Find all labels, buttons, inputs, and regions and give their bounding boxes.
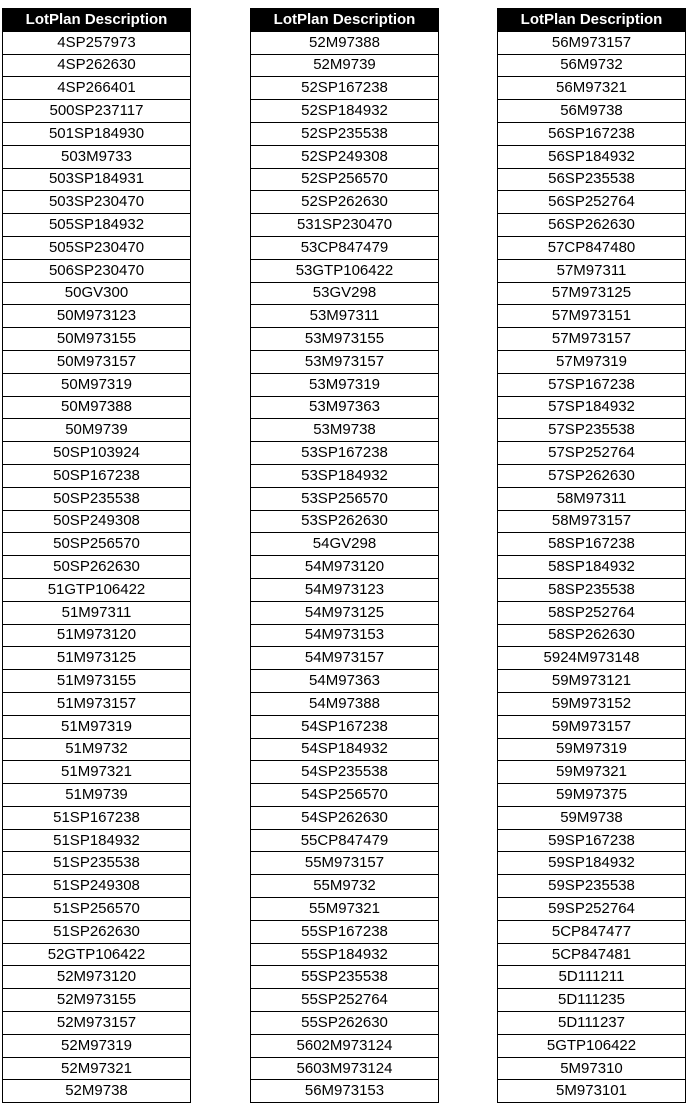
table-row bbox=[3, 487, 191, 510]
lotplan-cell: 53M973155 bbox=[251, 328, 439, 351]
lotplan-cell: 503SP230470 bbox=[3, 191, 191, 214]
table-row bbox=[3, 1080, 191, 1103]
table-row bbox=[498, 442, 686, 465]
table-row bbox=[498, 419, 686, 442]
lotplan-cell: 54M973123 bbox=[251, 578, 439, 601]
lotplan-cell: 5602M973124 bbox=[251, 1034, 439, 1057]
lotplan-cell: 505SP184932 bbox=[3, 214, 191, 237]
table-row bbox=[3, 1034, 191, 1057]
table-row bbox=[251, 989, 439, 1012]
table-row bbox=[251, 670, 439, 693]
lotplan-cell: 50M9739 bbox=[3, 419, 191, 442]
table-row bbox=[251, 556, 439, 579]
table-row bbox=[3, 829, 191, 852]
lotplan-cell: 52M97388 bbox=[251, 31, 439, 54]
lotplan-cell: 55SP262630 bbox=[251, 1012, 439, 1035]
lotplan-cell: 52GTP106422 bbox=[3, 943, 191, 966]
table-row bbox=[498, 829, 686, 852]
lotplan-cell: 54M973157 bbox=[251, 647, 439, 670]
lotplan-cell: 52SP262630 bbox=[251, 191, 439, 214]
lotplan-cell: 56M97321 bbox=[498, 77, 686, 100]
lotplan-cell: 51M97321 bbox=[3, 761, 191, 784]
table-row bbox=[251, 145, 439, 168]
table-row bbox=[498, 692, 686, 715]
table-row bbox=[251, 214, 439, 237]
lotplan-cell: 51M97311 bbox=[3, 601, 191, 624]
lotplan-cell: 52SP167238 bbox=[251, 77, 439, 100]
lotplan-cell: 503M9733 bbox=[3, 145, 191, 168]
table-row bbox=[251, 100, 439, 123]
lotplan-cell: 5603M973124 bbox=[251, 1057, 439, 1080]
table-row bbox=[498, 624, 686, 647]
table-row bbox=[3, 784, 191, 807]
table-row bbox=[498, 328, 686, 351]
lotplan-cell: 5CP847481 bbox=[498, 943, 686, 966]
lotplan-cell: 59M973121 bbox=[498, 670, 686, 693]
table-row bbox=[498, 852, 686, 875]
table-row bbox=[3, 1012, 191, 1035]
lotplan-cell: 50M97388 bbox=[3, 396, 191, 419]
lotplan-cell: 58M973157 bbox=[498, 510, 686, 533]
lotplan-cell: 51SP235538 bbox=[3, 852, 191, 875]
lotplan-cell: 56SP262630 bbox=[498, 214, 686, 237]
lotplan-cell: 51SP184932 bbox=[3, 829, 191, 852]
lotplan-cell: 55M973157 bbox=[251, 852, 439, 875]
lotplan-cell: 59M973157 bbox=[498, 715, 686, 738]
lotplan-cell: 59M97319 bbox=[498, 738, 686, 761]
table-row bbox=[498, 54, 686, 77]
lotplan-table-1 bbox=[2, 8, 191, 1103]
table-row bbox=[3, 1057, 191, 1080]
table-row bbox=[498, 556, 686, 579]
table-row bbox=[498, 738, 686, 761]
table-row bbox=[251, 328, 439, 351]
table-row bbox=[498, 100, 686, 123]
table-row bbox=[498, 305, 686, 328]
table-row bbox=[251, 168, 439, 191]
lotplan-cell: 50GV300 bbox=[3, 282, 191, 305]
table-row bbox=[498, 966, 686, 989]
table-row bbox=[498, 487, 686, 510]
table-row bbox=[498, 875, 686, 898]
table-row bbox=[251, 533, 439, 556]
table-row bbox=[498, 898, 686, 921]
table-row bbox=[251, 419, 439, 442]
table-row bbox=[498, 145, 686, 168]
lotplan-cell: 59SP252764 bbox=[498, 898, 686, 921]
table-row bbox=[251, 578, 439, 601]
lotplan-cell: 55SP235538 bbox=[251, 966, 439, 989]
table-row bbox=[498, 259, 686, 282]
lotplan-cell: 58SP252764 bbox=[498, 601, 686, 624]
lotplan-cell: 57M973125 bbox=[498, 282, 686, 305]
lotplan-cell: 50SP235538 bbox=[3, 487, 191, 510]
lotplan-cell: 503SP184931 bbox=[3, 168, 191, 191]
table-row bbox=[3, 761, 191, 784]
lotplan-cell: 506SP230470 bbox=[3, 259, 191, 282]
lotplan-cell: 57SP262630 bbox=[498, 464, 686, 487]
table-row bbox=[498, 236, 686, 259]
table-header-row bbox=[498, 9, 686, 32]
table-row bbox=[3, 122, 191, 145]
table-row bbox=[3, 259, 191, 282]
lotplan-cell: 57M973151 bbox=[498, 305, 686, 328]
column-header: LotPlan Description bbox=[251, 9, 439, 32]
lotplan-cell: 52M973157 bbox=[3, 1012, 191, 1035]
lotplan-cell: 51SP167238 bbox=[3, 806, 191, 829]
table-row bbox=[3, 214, 191, 237]
table-row bbox=[251, 305, 439, 328]
lotplan-cell: 50M973155 bbox=[3, 328, 191, 351]
table-row bbox=[498, 396, 686, 419]
table-row bbox=[251, 875, 439, 898]
lotplan-table-3 bbox=[497, 8, 686, 1103]
table-row bbox=[3, 943, 191, 966]
lotplan-cell: 51SP262630 bbox=[3, 920, 191, 943]
table-row bbox=[3, 396, 191, 419]
table-row bbox=[251, 31, 439, 54]
lotplan-cell: 4SP262630 bbox=[3, 54, 191, 77]
table-row bbox=[251, 122, 439, 145]
table-row bbox=[3, 738, 191, 761]
lotplan-cell: 54SP262630 bbox=[251, 806, 439, 829]
lotplan-cell: 56M9732 bbox=[498, 54, 686, 77]
lotplan-cell: 55SP184932 bbox=[251, 943, 439, 966]
lotplan-cell: 52SP184932 bbox=[251, 100, 439, 123]
table-row bbox=[498, 647, 686, 670]
lotplan-cell: 56M973153 bbox=[251, 1080, 439, 1103]
lotplan-cell: 51M97319 bbox=[3, 715, 191, 738]
lotplan-cell: 52M97321 bbox=[3, 1057, 191, 1080]
lotplan-cell: 52M973155 bbox=[3, 989, 191, 1012]
lotplan-cell: 52M9739 bbox=[251, 54, 439, 77]
table-row bbox=[251, 692, 439, 715]
lotplan-cell: 52M9738 bbox=[3, 1080, 191, 1103]
lotplan-cell: 51SP256570 bbox=[3, 898, 191, 921]
table-row bbox=[3, 715, 191, 738]
column-header: LotPlan Description bbox=[3, 9, 191, 32]
table-row bbox=[3, 100, 191, 123]
lotplan-cell: 53SP167238 bbox=[251, 442, 439, 465]
table-row bbox=[3, 373, 191, 396]
lotplan-cell: 5D111211 bbox=[498, 966, 686, 989]
table-row bbox=[498, 214, 686, 237]
table-row bbox=[251, 715, 439, 738]
lotplan-cell: 51M973157 bbox=[3, 692, 191, 715]
lotplan-cell: 52M97319 bbox=[3, 1034, 191, 1057]
lotplan-table-2 bbox=[250, 8, 439, 1103]
table-row bbox=[498, 989, 686, 1012]
table-row bbox=[251, 829, 439, 852]
table-row bbox=[251, 624, 439, 647]
column-header: LotPlan Description bbox=[498, 9, 686, 32]
table-row bbox=[3, 578, 191, 601]
lotplan-cell: 58SP235538 bbox=[498, 578, 686, 601]
lotplan-cell: 500SP237117 bbox=[3, 100, 191, 123]
table-row bbox=[251, 738, 439, 761]
table-row bbox=[498, 350, 686, 373]
lotplan-cell: 50M973157 bbox=[3, 350, 191, 373]
table-row bbox=[3, 966, 191, 989]
table-row bbox=[498, 122, 686, 145]
table-row bbox=[498, 1034, 686, 1057]
table-row bbox=[498, 806, 686, 829]
lotplan-cell: 53GTP106422 bbox=[251, 259, 439, 282]
table-row bbox=[251, 396, 439, 419]
lotplan-cell: 59SP184932 bbox=[498, 852, 686, 875]
lotplan-cell: 50SP249308 bbox=[3, 510, 191, 533]
table-row bbox=[251, 373, 439, 396]
table-row bbox=[251, 1080, 439, 1103]
table-row bbox=[3, 442, 191, 465]
table-row bbox=[498, 77, 686, 100]
lotplan-cell: 58SP184932 bbox=[498, 556, 686, 579]
table-row bbox=[3, 898, 191, 921]
table-row bbox=[498, 373, 686, 396]
lotplan-cell: 54SP184932 bbox=[251, 738, 439, 761]
table-row bbox=[3, 852, 191, 875]
table-row bbox=[251, 920, 439, 943]
lotplan-cell: 51SP249308 bbox=[3, 875, 191, 898]
table-row bbox=[3, 236, 191, 259]
table-row bbox=[3, 328, 191, 351]
lotplan-cell: 53M97311 bbox=[251, 305, 439, 328]
table-body bbox=[498, 31, 686, 1102]
table-row bbox=[498, 578, 686, 601]
lotplan-cell: 51M973120 bbox=[3, 624, 191, 647]
lotplan-cell: 55SP167238 bbox=[251, 920, 439, 943]
lotplan-cell: 5GTP106422 bbox=[498, 1034, 686, 1057]
lotplan-cell: 56SP252764 bbox=[498, 191, 686, 214]
table-row bbox=[3, 510, 191, 533]
table-row bbox=[3, 806, 191, 829]
table-row bbox=[3, 556, 191, 579]
lotplan-cell: 4SP266401 bbox=[3, 77, 191, 100]
lotplan-cell: 5M973101 bbox=[498, 1080, 686, 1103]
lotplan-cell: 52M973120 bbox=[3, 966, 191, 989]
table-body bbox=[251, 31, 439, 1102]
lotplan-cell: 54M973125 bbox=[251, 601, 439, 624]
lotplan-cell: 59M9738 bbox=[498, 806, 686, 829]
table-row bbox=[3, 305, 191, 328]
table-row bbox=[251, 761, 439, 784]
lotplan-cell: 52SP249308 bbox=[251, 145, 439, 168]
lotplan-cell: 5M97310 bbox=[498, 1057, 686, 1080]
lotplan-cell: 5D111237 bbox=[498, 1012, 686, 1035]
table-row bbox=[3, 168, 191, 191]
lotplan-cell: 57M973157 bbox=[498, 328, 686, 351]
table-row bbox=[498, 784, 686, 807]
lotplan-cell: 505SP230470 bbox=[3, 236, 191, 259]
lotplan-cell: 57SP167238 bbox=[498, 373, 686, 396]
lotplan-cell: 54GV298 bbox=[251, 533, 439, 556]
lotplan-cell: 53M9738 bbox=[251, 419, 439, 442]
lotplan-cell: 55SP252764 bbox=[251, 989, 439, 1012]
table-row bbox=[3, 692, 191, 715]
table-row bbox=[251, 77, 439, 100]
lotplan-cell: 5D111235 bbox=[498, 989, 686, 1012]
lotplan-cell: 53M97319 bbox=[251, 373, 439, 396]
lotplan-cell: 56M9738 bbox=[498, 100, 686, 123]
table-row bbox=[251, 1012, 439, 1035]
lotplan-cell: 59M973152 bbox=[498, 692, 686, 715]
lotplan-cell: 53CP847479 bbox=[251, 236, 439, 259]
lotplan-cell: 51M9732 bbox=[3, 738, 191, 761]
lotplan-cell: 51GTP106422 bbox=[3, 578, 191, 601]
table-row bbox=[251, 464, 439, 487]
lotplan-cell: 57CP847480 bbox=[498, 236, 686, 259]
lotplan-cell: 54M973153 bbox=[251, 624, 439, 647]
table-row bbox=[251, 601, 439, 624]
table-header-row bbox=[3, 9, 191, 32]
table-row bbox=[251, 54, 439, 77]
lotplan-cell: 57M97311 bbox=[498, 259, 686, 282]
lotplan-cell: 54SP256570 bbox=[251, 784, 439, 807]
table-row bbox=[251, 1057, 439, 1080]
table-row bbox=[251, 282, 439, 305]
table-row bbox=[498, 920, 686, 943]
table-row bbox=[251, 510, 439, 533]
table-row bbox=[498, 191, 686, 214]
table-row bbox=[3, 920, 191, 943]
table-row bbox=[3, 989, 191, 1012]
lotplan-cell: 52SP256570 bbox=[251, 168, 439, 191]
table-row bbox=[251, 806, 439, 829]
table-row bbox=[251, 647, 439, 670]
table-row bbox=[498, 1057, 686, 1080]
table-row bbox=[498, 533, 686, 556]
table-row bbox=[498, 670, 686, 693]
lotplan-cell: 58M97311 bbox=[498, 487, 686, 510]
table-row bbox=[251, 259, 439, 282]
table-row bbox=[498, 715, 686, 738]
lotplan-cell: 531SP230470 bbox=[251, 214, 439, 237]
lotplan-cell: 50SP167238 bbox=[3, 464, 191, 487]
table-row bbox=[3, 54, 191, 77]
table-row bbox=[498, 1080, 686, 1103]
lotplan-cell: 59SP235538 bbox=[498, 875, 686, 898]
lotplan-cell: 56SP235538 bbox=[498, 168, 686, 191]
table-header-row bbox=[251, 9, 439, 32]
table-row bbox=[251, 966, 439, 989]
table-row bbox=[3, 282, 191, 305]
table-row bbox=[498, 1012, 686, 1035]
lotplan-cell: 57SP235538 bbox=[498, 419, 686, 442]
lotplan-cell: 5CP847477 bbox=[498, 920, 686, 943]
lotplan-cell: 54SP167238 bbox=[251, 715, 439, 738]
lotplan-cell: 57M97319 bbox=[498, 350, 686, 373]
table-row bbox=[3, 77, 191, 100]
table-row bbox=[3, 601, 191, 624]
lotplan-cell: 53SP184932 bbox=[251, 464, 439, 487]
table-row bbox=[498, 943, 686, 966]
lotplan-cell: 501SP184930 bbox=[3, 122, 191, 145]
table-row bbox=[498, 601, 686, 624]
lotplan-cell: 56SP184932 bbox=[498, 145, 686, 168]
table-row bbox=[3, 350, 191, 373]
table-row bbox=[3, 145, 191, 168]
table-row bbox=[251, 943, 439, 966]
table-row bbox=[251, 1034, 439, 1057]
table-row bbox=[498, 510, 686, 533]
lotplan-cell: 5924M973148 bbox=[498, 647, 686, 670]
lotplan-cell: 51M9739 bbox=[3, 784, 191, 807]
table-row bbox=[251, 350, 439, 373]
lotplan-cell: 53M973157 bbox=[251, 350, 439, 373]
table-row bbox=[3, 464, 191, 487]
lotplan-cell: 50M97319 bbox=[3, 373, 191, 396]
table-row bbox=[498, 168, 686, 191]
lotplan-cell: 53SP262630 bbox=[251, 510, 439, 533]
table-row bbox=[3, 31, 191, 54]
table-row bbox=[3, 419, 191, 442]
table-row bbox=[251, 442, 439, 465]
lotplan-cell: 55CP847479 bbox=[251, 829, 439, 852]
table-row bbox=[251, 487, 439, 510]
table-row bbox=[498, 464, 686, 487]
lotplan-cell: 54M973120 bbox=[251, 556, 439, 579]
lotplan-cell: 54M97363 bbox=[251, 670, 439, 693]
lotplan-cell: 50M973123 bbox=[3, 305, 191, 328]
table-row bbox=[3, 670, 191, 693]
table-row bbox=[3, 875, 191, 898]
lotplan-cell: 59M97321 bbox=[498, 761, 686, 784]
table-row bbox=[251, 852, 439, 875]
table-row bbox=[498, 31, 686, 54]
table-row bbox=[251, 191, 439, 214]
lotplan-cell: 53M97363 bbox=[251, 396, 439, 419]
lotplan-cell: 57SP184932 bbox=[498, 396, 686, 419]
lotplan-cell: 56M973157 bbox=[498, 31, 686, 54]
lotplan-cell: 50SP103924 bbox=[3, 442, 191, 465]
lotplan-cell: 57SP252764 bbox=[498, 442, 686, 465]
lotplan-cell: 4SP257973 bbox=[3, 31, 191, 54]
lotplan-cell: 50SP262630 bbox=[3, 556, 191, 579]
lotplan-cell: 51M973125 bbox=[3, 647, 191, 670]
table-row bbox=[498, 282, 686, 305]
lotplan-cell: 51M973155 bbox=[3, 670, 191, 693]
table-row bbox=[251, 236, 439, 259]
table-row bbox=[251, 898, 439, 921]
lotplan-cell: 54M97388 bbox=[251, 692, 439, 715]
table-row bbox=[3, 191, 191, 214]
lotplan-cell: 53GV298 bbox=[251, 282, 439, 305]
lotplan-cell: 52SP235538 bbox=[251, 122, 439, 145]
table-row bbox=[3, 647, 191, 670]
table-row bbox=[498, 761, 686, 784]
lotplan-cell: 50SP256570 bbox=[3, 533, 191, 556]
lotplan-cell: 58SP262630 bbox=[498, 624, 686, 647]
lotplan-cell: 59M97375 bbox=[498, 784, 686, 807]
lotplan-cell: 55M97321 bbox=[251, 898, 439, 921]
lotplan-cell: 56SP167238 bbox=[498, 122, 686, 145]
table-row bbox=[3, 533, 191, 556]
lotplan-cell: 53SP256570 bbox=[251, 487, 439, 510]
table-body bbox=[3, 31, 191, 1102]
lotplan-cell: 54SP235538 bbox=[251, 761, 439, 784]
lotplan-cell: 58SP167238 bbox=[498, 533, 686, 556]
table-row bbox=[3, 624, 191, 647]
lotplan-cell: 59SP167238 bbox=[498, 829, 686, 852]
table-row bbox=[251, 784, 439, 807]
lotplan-cell: 55M9732 bbox=[251, 875, 439, 898]
